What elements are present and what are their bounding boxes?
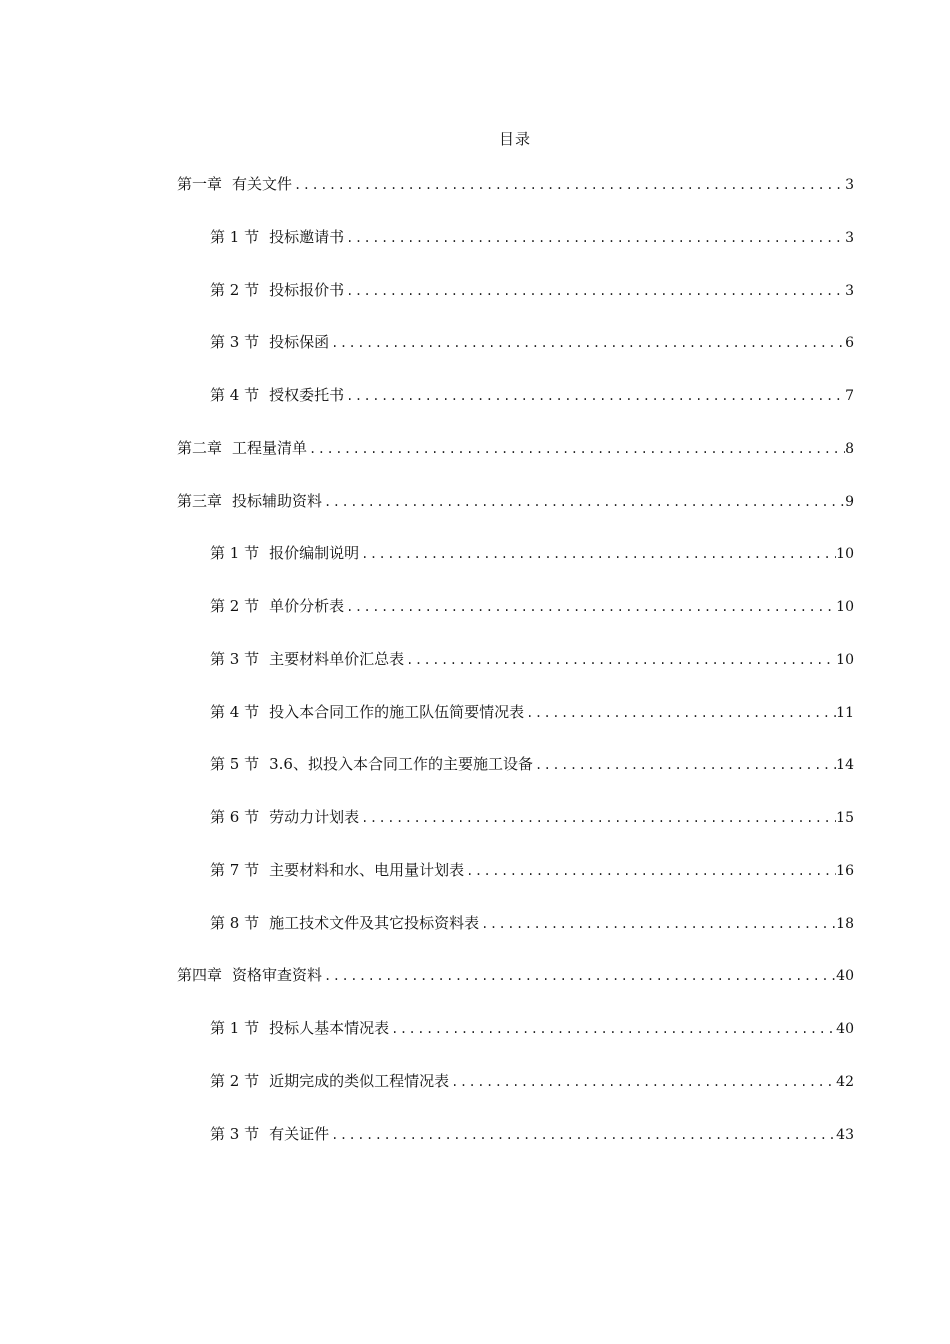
toc-section-entry[interactable] <box>177 331 854 384</box>
toc-entry-text: 近期完成的类似工程情况表 <box>269 1071 450 1090</box>
toc-entry-number: 第 8 节 <box>210 913 260 932</box>
toc-entry-number: 第 3 节 <box>210 649 260 668</box>
toc-entry-page-number: 3 <box>845 229 854 246</box>
toc-entry-text: 主要材料和水、电用量计划表 <box>269 860 465 879</box>
toc-entry-text: 3.6、拟投入本合同工作的主要施工设备 <box>269 755 533 774</box>
toc-entry-number: 第 2 节 <box>210 597 260 615</box>
toc-dot-leader <box>449 1075 836 1089</box>
toc-entry-page-number: 16 <box>836 862 854 879</box>
toc-entry-label <box>210 595 344 616</box>
toc-entry-label <box>210 753 533 774</box>
toc-entry-page-number: 40 <box>836 1021 854 1037</box>
toc-entry-page-number: 42 <box>836 1073 854 1090</box>
toc-entry-number: 第 5 节 <box>210 755 260 774</box>
toc-dot-leader <box>389 1022 836 1036</box>
toc-entry-page-number: 3 <box>845 177 854 193</box>
toc-dot-leader <box>479 917 836 931</box>
toc-entry-number: 第四章 <box>177 966 223 985</box>
toc-entry-page-number: 43 <box>836 1126 854 1143</box>
toc-entry-text: 有关证件 <box>269 1124 330 1143</box>
toc-dot-leader <box>344 231 845 245</box>
toc-section-entry[interactable] <box>177 753 854 806</box>
toc-entry-page-number: 3 <box>845 282 854 299</box>
toc-dot-leader <box>359 547 836 561</box>
toc-entry-text: 投标报价书 <box>269 280 345 299</box>
toc-entry-text: 主要材料单价汇总表 <box>269 649 405 668</box>
toc-entry-page-number: 10 <box>836 651 854 668</box>
toc-entry-page-number: 18 <box>836 915 854 932</box>
toc-section-entry[interactable] <box>177 1017 854 1070</box>
toc-entry-page-number: 10 <box>836 599 854 615</box>
toc-dot-leader <box>292 178 845 192</box>
toc-entry-number: 第三章 <box>177 491 223 510</box>
toc-section-entry[interactable] <box>177 595 854 648</box>
toc-section-entry[interactable] <box>177 648 854 701</box>
toc-section-entry[interactable] <box>177 912 854 965</box>
toc-entry-label <box>210 331 329 352</box>
toc-entry-number: 第 6 节 <box>210 808 260 826</box>
toc-section-entry[interactable] <box>177 806 854 859</box>
toc-entry-number: 第 4 节 <box>210 702 260 721</box>
toc-entry-number: 第 4 节 <box>210 386 260 404</box>
toc-entry-text: 投标辅助资料 <box>232 491 323 510</box>
toc-entry-number: 第 7 节 <box>210 860 260 879</box>
toc-entry-label <box>210 1123 329 1144</box>
toc-entry-label <box>210 226 344 247</box>
toc-entry-label <box>210 279 344 300</box>
toc-entry-label <box>210 542 359 563</box>
toc-entry-label <box>210 648 404 669</box>
toc-entry-text: 授权委托书 <box>269 386 345 404</box>
toc-entry-label <box>210 384 344 405</box>
toc-dot-leader <box>359 811 836 825</box>
toc-section-entry[interactable] <box>177 226 854 279</box>
toc-list <box>177 173 854 1175</box>
toc-dot-leader <box>464 864 836 878</box>
toc-entry-number: 第 2 节 <box>210 1071 260 1090</box>
toc-entry-page-number: 6 <box>845 335 854 352</box>
toc-entry-label <box>177 173 292 194</box>
toc-dot-leader <box>307 442 845 456</box>
toc-dot-leader <box>344 600 836 614</box>
toc-chapter-entry[interactable] <box>177 490 854 543</box>
toc-dot-leader <box>404 653 836 667</box>
toc-section-entry[interactable] <box>177 1070 854 1123</box>
toc-entry-label <box>177 964 322 985</box>
toc-entry-text: 资格审查资料 <box>232 966 323 985</box>
toc-entry-text: 投标邀请书 <box>269 227 345 246</box>
toc-chapter-entry[interactable] <box>177 437 854 490</box>
toc-entry-text: 投入本合同工作的施工队伍简要情况表 <box>269 702 525 721</box>
toc-dot-leader <box>344 284 845 298</box>
toc-entry-page-number: 15 <box>836 810 854 826</box>
toc-dot-leader <box>322 969 836 983</box>
toc-entry-text: 劳动力计划表 <box>269 808 360 826</box>
toc-entry-text: 有关文件 <box>232 175 293 193</box>
toc-entry-text: 工程量清单 <box>232 438 308 457</box>
toc-entry-page-number: 10 <box>836 546 854 563</box>
toc-dot-leader <box>329 336 845 350</box>
toc-chapter-entry[interactable] <box>177 173 854 226</box>
toc-section-entry[interactable] <box>177 384 854 437</box>
toc-entry-text: 单价分析表 <box>269 597 345 615</box>
toc-entry-number: 第 1 节 <box>210 544 260 563</box>
toc-entry-page-number: 40 <box>836 968 854 985</box>
toc-entry-label <box>210 912 479 933</box>
toc-entry-number: 第一章 <box>177 175 223 193</box>
toc-dot-leader <box>322 495 845 509</box>
toc-entry-label <box>210 701 524 722</box>
toc-entry-page-number: 14 <box>836 757 854 774</box>
toc-entry-number: 第 3 节 <box>210 333 260 352</box>
toc-entry-page-number: 11 <box>836 704 854 721</box>
toc-entry-label <box>210 859 464 880</box>
toc-entry-number: 第 1 节 <box>210 227 260 246</box>
toc-entry-page-number: 7 <box>845 388 854 404</box>
toc-title: 目录 <box>498 130 531 148</box>
toc-entry-text: 投标人基本情况表 <box>269 1019 390 1037</box>
toc-entry-text: 投标保函 <box>269 333 330 352</box>
toc-entry-label <box>210 1017 389 1038</box>
toc-entry-page-number: 9 <box>845 493 854 510</box>
toc-entry-number: 第 2 节 <box>210 280 260 299</box>
toc-entry-text: 施工技术文件及其它投标资料表 <box>269 913 480 932</box>
toc-entry-number: 第 3 节 <box>210 1124 260 1143</box>
toc-dot-leader <box>344 389 845 403</box>
toc-section-entry[interactable] <box>177 279 854 332</box>
toc-entry-number: 第二章 <box>177 438 223 457</box>
toc-dot-leader <box>329 1128 836 1142</box>
toc-entry-label <box>210 806 359 827</box>
toc-entry-label <box>210 1070 449 1091</box>
toc-entry-text: 报价编制说明 <box>269 544 360 563</box>
toc-section-entry[interactable] <box>177 542 854 595</box>
toc-section-entry[interactable] <box>177 701 854 754</box>
toc-section-entry[interactable] <box>177 1123 854 1176</box>
toc-dot-leader <box>533 758 836 772</box>
toc-entry-number: 第 1 节 <box>210 1019 260 1037</box>
toc-section-entry[interactable] <box>177 859 854 912</box>
toc-dot-leader <box>524 706 836 720</box>
toc-entry-page-number: 8 <box>845 440 854 457</box>
toc-entry-label <box>177 490 322 511</box>
toc-chapter-entry[interactable] <box>177 964 854 1017</box>
toc-entry-label <box>177 437 307 458</box>
